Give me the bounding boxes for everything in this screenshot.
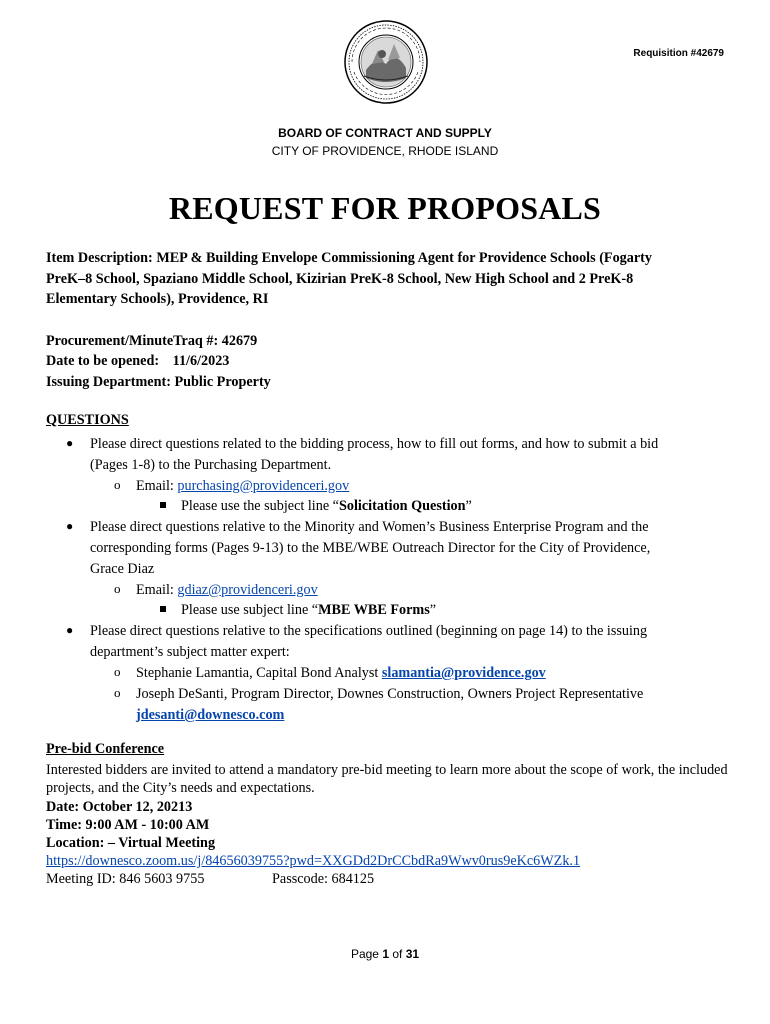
circle-bullet-icon: o — [114, 664, 121, 679]
circle-bullet-icon: o — [114, 685, 121, 700]
contact-desanti: Joseph DeSanti, Program Director, Downes Construction, Owners Project Representative — [136, 686, 644, 702]
contact-text: Stephanie Lamantia, Capital Bond Analyst — [136, 665, 382, 681]
page-title: REQUEST FOR PROPOSALS — [168, 190, 602, 226]
city-name: CITY OF PROVIDENCE, RHODE ISLAND — [271, 144, 499, 158]
item-description-line: PreK–8 School, Spaziano Middle School, Kizirian PreK-8 School, New High School and 2 PreK-8 — [46, 270, 634, 287]
item-description-line: Item Description: MEP & Building Envelope Commissioning Agent for Providence Schools (Fogarty — [46, 250, 652, 266]
question-bullet-2-line1: Please direct questions relative to the Minority and Women’s Business Enterprise Program and the — [90, 519, 649, 535]
page-current: 1 — [382, 947, 389, 961]
question-bullet-2-line2: corresponding forms (Pages 9-13) to the MBE/WBE Outreach Director for the City of Providence, — [90, 540, 651, 556]
page-number — [0, 947, 770, 961]
question-bullet-1-line2: (Pages 1-8) to the Purchasing Department. — [90, 457, 332, 473]
mbe-email-link[interactable]: gdiaz@providenceri.gov — [177, 582, 318, 598]
prebid-time: Time: 9:00 AM - 10:00 AM — [46, 817, 210, 833]
square-bullet-icon — [160, 606, 166, 612]
item-description-line: Elementary Schools), Providence, RI — [46, 291, 269, 307]
prebid-location: Location: – Virtual Meeting — [46, 835, 216, 851]
desanti-email-row — [136, 705, 284, 725]
purchasing-email-row — [136, 476, 349, 496]
dept-value: : Public Property — [166, 374, 271, 390]
date-value: 11/6/2023 — [172, 353, 230, 369]
contact-lamantia — [136, 663, 546, 683]
procurement-label: Procurement/MinuteTraq #: — [46, 333, 219, 349]
prebid-date: Date: October 12, 20213 — [46, 799, 193, 815]
lamantia-email-link[interactable]: slamantia@providence.gov — [381, 665, 546, 681]
subject-line-value: Solicitation Question — [338, 498, 466, 514]
page-separator: of — [389, 947, 406, 961]
dept-label: Issuing Department — [46, 374, 167, 390]
email-label: Email: — [136, 478, 178, 494]
item-description — [46, 248, 726, 310]
question-bullet-3-line2: department’s subject matter expert: — [90, 644, 290, 660]
subject-line-1 — [181, 496, 472, 516]
subject-line-prefix: Please use the subject line “ — [181, 498, 339, 514]
bullet-icon: ● — [66, 623, 74, 637]
subject-line-prefix: Please use subject line “ — [181, 602, 319, 618]
prebid-paragraph: Interested bidders are invited to attend a mandatory pre-bid meeting to learn more about the scope of work, the included projects, and the City’s needs and expectations. — [46, 762, 728, 796]
page-total: 31 — [405, 947, 420, 961]
question-bullet-3-line1: Please direct questions relative to the specifications outlined (beginning on page 14) to the issuing — [90, 623, 648, 639]
questions-heading: QUESTIONS — [46, 412, 129, 428]
date-label: Date to be opened: — [46, 353, 160, 369]
subject-line-suffix: ” — [429, 602, 437, 618]
subject-line-2 — [181, 600, 436, 620]
zoom-link-row — [46, 851, 580, 871]
issuing-department — [46, 372, 271, 392]
procurement-number — [46, 331, 257, 351]
question-bullet-1-line1: Please direct questions related to the bidding process, how to fill out forms, and how to submit a bid — [90, 436, 659, 452]
meeting-id: Meeting ID: 846 5603 9755 — [46, 871, 205, 887]
bullet-icon: ● — [66, 436, 74, 450]
circle-bullet-icon: o — [114, 477, 121, 492]
circle-bullet-icon: o — [114, 581, 121, 596]
question-bullet-2-line3: Grace Diaz — [90, 561, 155, 577]
purchasing-email-link[interactable]: purchasing@providenceri.gov — [177, 478, 350, 494]
page-prefix: Page — [350, 947, 383, 961]
square-bullet-icon — [160, 502, 166, 508]
prebid-heading: Pre-bid Conference — [46, 741, 165, 757]
subject-line-suffix: ” — [465, 498, 472, 514]
requisition-number: Requisition #42679 — [633, 48, 724, 59]
email-label: Email: — [136, 582, 178, 598]
city-seal-icon — [344, 20, 428, 104]
date-opened — [46, 351, 229, 371]
zoom-link[interactable]: https://downesco.zoom.us/j/84656039755?pwd=XXGDd2DrCCbdRa9Wwv0rus9eKc6WZk.1 — [46, 853, 581, 869]
board-title: BOARD OF CONTRACT AND SUPPLY — [278, 126, 492, 140]
passcode: Passcode: 684125 — [272, 871, 375, 887]
mbe-email-row — [136, 580, 318, 600]
bullet-icon: ● — [66, 519, 74, 533]
procurement-value: 42679 — [221, 333, 258, 349]
subject-line-value: MBE WBE Forms — [318, 602, 430, 618]
desanti-email-link[interactable]: jdesanti@downesco.com — [136, 707, 285, 723]
